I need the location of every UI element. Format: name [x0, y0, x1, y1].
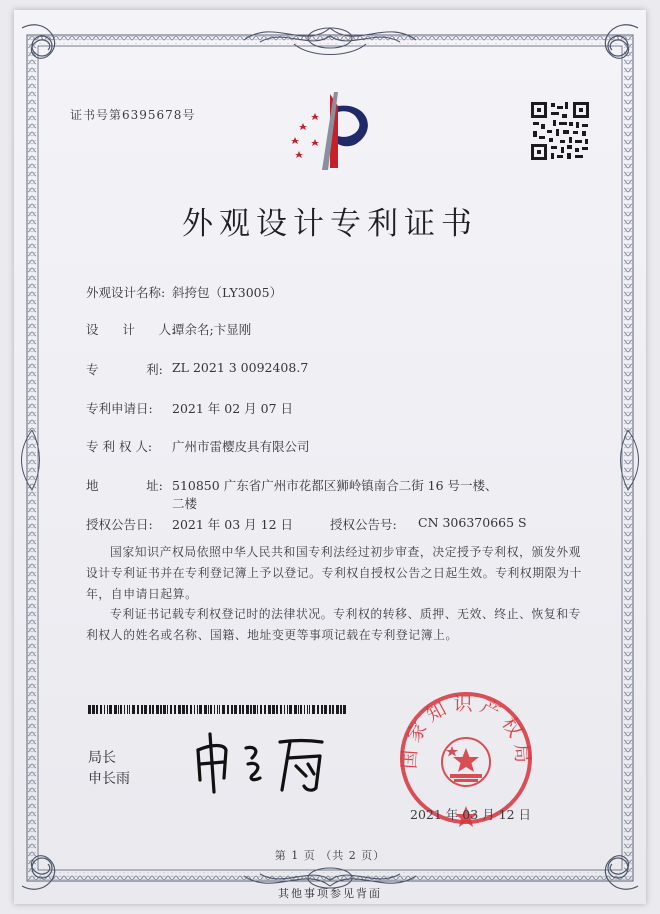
barcode-bar: [321, 705, 323, 714]
barcode-bar: [194, 705, 195, 714]
barcode-bar: [260, 705, 262, 714]
announcement-date-label: 授权公告日:: [86, 517, 153, 532]
paragraph-line: 利权人的姓名或名称、国籍、地址变更等事项记载在专利登记簿上。: [86, 628, 458, 642]
barcode-bar: [250, 705, 252, 714]
field-label: 地 址:: [86, 478, 163, 493]
qr-code-icon: [529, 100, 591, 162]
grant-paragraph: [86, 542, 586, 605]
barcode-bar: [107, 705, 108, 714]
barcode-bar: [132, 705, 135, 714]
barcode-bar: [309, 705, 310, 714]
barcode-bar: [144, 705, 147, 714]
barcode-bar: [182, 705, 185, 714]
barcode-bar: [109, 705, 112, 714]
barcode-bar: [287, 705, 288, 714]
barcode-bar: [129, 705, 130, 714]
barcode-bar: [120, 705, 122, 714]
barcode-bar: [214, 705, 215, 714]
legal-status-paragraph: [86, 604, 586, 646]
announcement-no-label: 授权公告号:: [330, 517, 397, 532]
barcode-bar: [242, 705, 244, 714]
barcode-bar: [284, 705, 285, 714]
seal-arc-text: 国家知识产权局: [398, 693, 534, 770]
field-label: 设 计 人:: [86, 322, 176, 337]
field-value: 2021 年 02 月 07 日: [172, 401, 293, 416]
cnipa-logo: [282, 86, 382, 174]
barcode-bar: [174, 705, 176, 714]
footer-note: 其他事项参见背面: [278, 887, 382, 900]
barcode-bar: [197, 705, 198, 714]
field-label: 外观设计名称:: [86, 285, 166, 300]
barcode-bar: [219, 705, 220, 714]
barcode-bar: [234, 705, 237, 714]
barcode-bar: [170, 705, 172, 714]
barcode-bar: [276, 705, 278, 714]
barcode-bar: [127, 705, 128, 714]
barcode-bar: [92, 705, 95, 714]
barcode-bar: [239, 705, 241, 714]
barcode-bar: [186, 705, 188, 714]
barcode-bar: [137, 705, 139, 714]
barcode-bar: [268, 705, 271, 714]
paragraph-line: 国家知识产权局依照中华人民共和国专利法经过初步审查，决定授予专利权，颁发外观: [110, 545, 582, 559]
field-value: 广州市雷樱皮具有限公司: [172, 439, 310, 454]
barcode-bar: [149, 705, 151, 714]
barcode-bar: [141, 705, 143, 714]
barcode-bar: [304, 705, 305, 714]
barcode-bar: [257, 705, 258, 714]
barcode: [88, 705, 348, 714]
barcode-bar: [124, 705, 125, 714]
barcode-bar: [336, 705, 339, 714]
barcode-bar: [272, 705, 275, 714]
barcode-bar: [100, 705, 102, 714]
barcode-bar: [160, 705, 162, 714]
field-label: 专 利:: [86, 362, 163, 377]
barcode-bar: [178, 705, 181, 714]
field-value: 斜挎包（LY3005）: [172, 285, 283, 300]
barcode-bar: [312, 705, 315, 714]
paragraph-line: 专利证书记载专利权登记时的法律状况。专利权的转移、质押、无效、终止、恢复和专: [110, 607, 582, 621]
paragraph-line: 设计专利证书并在专利登记簿上予以登记。专利权自授权公告之日起生效。专利权期限为十: [86, 566, 582, 580]
seal-date: 2021 年 03 月 12 日: [410, 807, 531, 822]
barcode-bar: [307, 705, 308, 714]
signatory-name: 申长雨: [88, 771, 130, 787]
signature: [190, 728, 350, 798]
barcode-bar: [208, 705, 209, 714]
barcode-bar: [280, 705, 282, 714]
barcode-bar: [231, 705, 233, 714]
barcode-bar: [294, 705, 297, 714]
barcode-bar: [204, 705, 207, 714]
barcode-bar: [324, 705, 327, 714]
barcode-bar: [329, 705, 331, 714]
field-value: 510850 广东省广州市花都区狮岭镇南合二街 16 号一楼、: [172, 478, 498, 493]
barcode-bar: [96, 705, 98, 714]
barcode-bar: [317, 705, 319, 714]
certificate-title: 外观设计专利证书: [182, 206, 478, 242]
barcode-bar: [246, 705, 249, 714]
barcode-bar: [340, 705, 342, 714]
barcode-bar: [222, 705, 225, 714]
barcode-bar: [210, 705, 212, 714]
field-value: 谭余名;卞显刚: [172, 322, 252, 337]
barcode-bar: [118, 705, 119, 714]
barcode-bar: [332, 705, 334, 714]
announcement-date-value: 2021 年 03 月 12 日: [172, 517, 293, 532]
signatory-title: 局长: [88, 750, 116, 766]
field-label: 专利申请日:: [86, 401, 153, 416]
barcode-bar: [114, 705, 117, 714]
barcode-bar: [163, 705, 166, 714]
barcode-bar: [253, 705, 256, 714]
barcode-bar: [190, 705, 192, 714]
barcode-bar: [152, 705, 154, 714]
field-label: 专 利 权 人:: [86, 439, 153, 454]
barcode-bar: [88, 705, 91, 714]
barcode-bar: [217, 705, 218, 714]
barcode-bar: [289, 705, 292, 714]
barcode-bar: [298, 705, 299, 714]
barcode-bar: [167, 705, 168, 714]
paragraph-line: 年，自申请日起算。: [86, 587, 198, 601]
barcode-bar: [300, 705, 302, 714]
barcode-bar: [264, 705, 266, 714]
barcode-bar: [227, 705, 229, 714]
barcode-bar: [156, 705, 159, 714]
barcode-bar: [104, 705, 105, 714]
barcode-bar: [343, 705, 346, 714]
certificate-number: 证书号第6395678号: [70, 108, 196, 122]
page-number: 第 1 页 （共 2 页）: [274, 849, 386, 862]
barcode-bar: [199, 705, 202, 714]
announcement-no-value: CN 306370665 S: [418, 515, 527, 530]
field-value-line2: 二楼: [172, 496, 198, 511]
field-value: ZL 2021 3 0092408.7: [172, 360, 309, 375]
